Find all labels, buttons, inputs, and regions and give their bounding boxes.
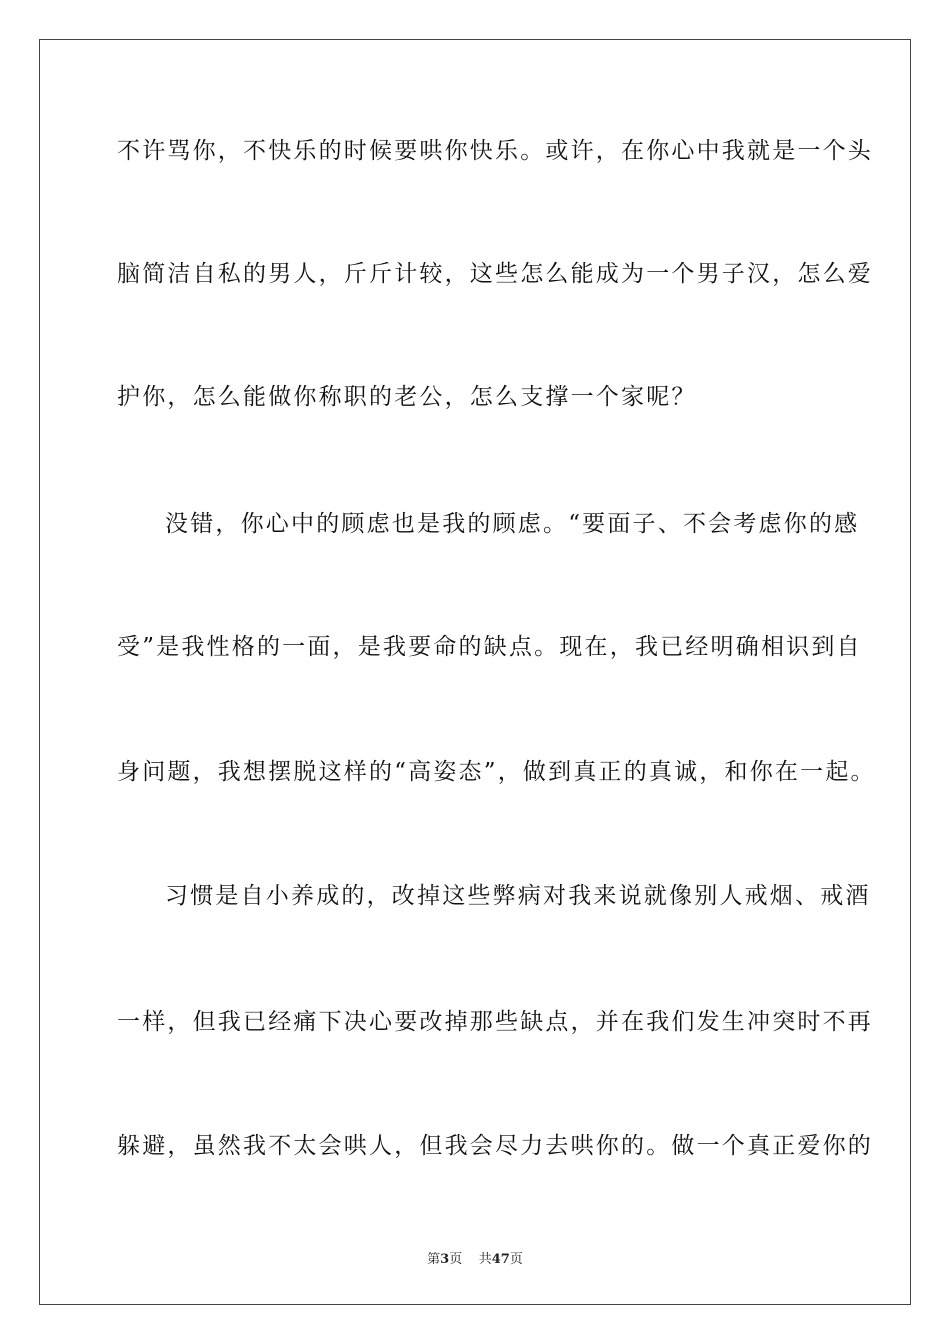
body-line-7: 习惯是自小养成的，改掉这些弊病对我来说就像别人戒烟、戒酒 <box>165 883 871 909</box>
page-border <box>39 39 911 1305</box>
total-suffix: 页 <box>509 1252 523 1267</box>
page-total: 47 <box>491 1252 510 1267</box>
body-line-2: 脑简洁自私的男人，斤斤计较，这些怎么能成为一个男子汉，怎么爱 <box>117 261 873 287</box>
page-prefix: 第 <box>427 1252 441 1267</box>
body-line-5: 受”是我性格的一面，是我要命的缺点。现在，我已经明确相识到自 <box>117 634 862 660</box>
body-line-9: 躲避，虽然我不太会哄人，但我会尽力去哄你的。做一个真正爱你的 <box>117 1133 873 1159</box>
page-suffix: 页 <box>449 1252 463 1267</box>
body-line-8: 一样，但我已经痛下决心要改掉那些缺点，并在我们发生冲突时不再 <box>117 1009 873 1035</box>
body-line-4: 没错，你心中的顾虑也是我的顾虑。“要面子、不会考虑你的感 <box>165 511 860 537</box>
page-footer <box>0 1248 950 1267</box>
page-number: 3 <box>440 1252 450 1267</box>
body-line-1: 不许骂你，不快乐的时候要哄你快乐。或许，在你心中我就是一个头 <box>117 138 873 164</box>
body-line-3: 护你，怎么能做你称职的老公，怎么支撑一个家呢？ <box>117 384 697 410</box>
body-line-6: 身问题，我想摆脱这样的“高姿态”，做到真正的真诚，和你在一起。 <box>117 759 876 785</box>
total-prefix: 共 <box>478 1252 492 1267</box>
